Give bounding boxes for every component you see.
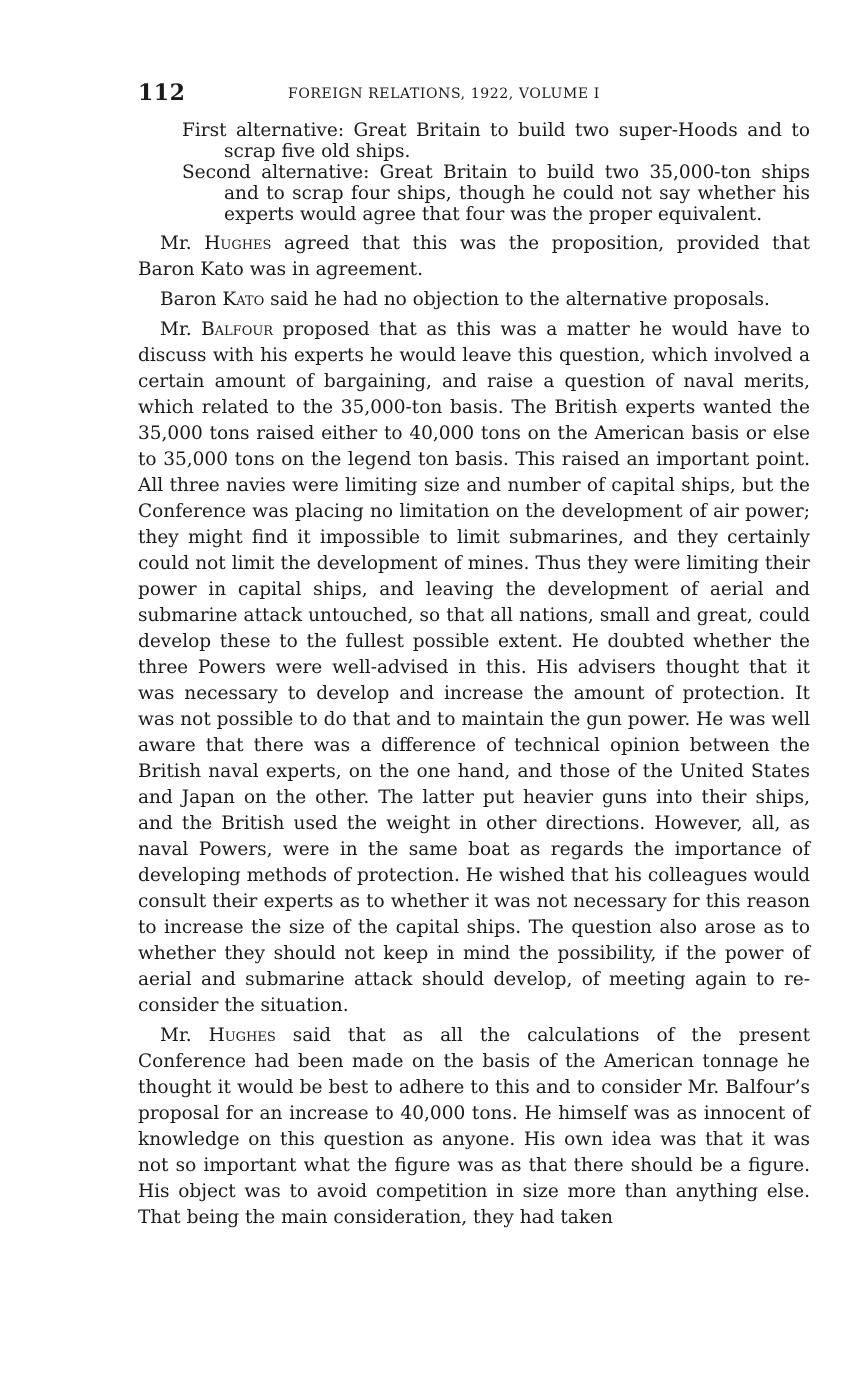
alternatives-list bbox=[182, 120, 810, 225]
page-number: 112 bbox=[138, 80, 186, 106]
paragraph-text: said that as all the calculations of the present Conference had been made on the basis of the American tonnage he thought it would be best to adhere to this and to consider Mr. Balfour’s proposal for an increase to 40,000 tons. He himself was as innocent of knowledge on this question as anyone. His own idea was that it was not so important what the figure was as that there should be a figure. His object was to avoid competition in size more than anything else. That being the main consideration, they had taken bbox=[138, 1025, 811, 1228]
alternative-text: Great Britain to build two 35,000-ton ships and to scrap four ships, though he could not say whether his experts would agree that four was the proper equivalent. bbox=[224, 162, 810, 225]
speaker-prefix: Baron bbox=[160, 289, 223, 310]
speaker-prefix: Mr. bbox=[160, 319, 202, 340]
alternative-item bbox=[182, 120, 810, 162]
document-page bbox=[138, 80, 810, 1231]
speaker-name: Hughes bbox=[204, 233, 272, 254]
speaker-name: Balfour bbox=[201, 319, 274, 340]
paragraph-text: proposed that as this was a matter he would have to discuss with his experts he would leave this question, which involved a certain amount of bargaining, and raise a question of naval merits, which related to the 35,000-ton basis. The British experts wanted the 35,000 tons raised either to 40,000 tons on the American basis or else to 35,000 tons on the legend ton basis. This raised an important point. All three navies were limiting size and number of capital ships, but the Conference was placing no limitation on the development of air power; they might find it impossible to limit submarines, and they certainly could not limit the development of mines. Thus they were limiting their power in capital ships, and leaving the development of aerial and submarine attack untouched, so that all nations, small and great, could develop these to the fullest possible extent. He doubted whether the three Powers were well-advised in this. His advisers thought that it was necessary to develop and increase the amount of protection. It was not possible to do that and to maintain the gun power. He was well aware that there was a difference of technical opinion between the British naval experts, on the one hand, and those of the United States and Japan on the other. The latter put heavier guns into their ships, and the British used the weight in other directions. However, all, as naval Powers, were in the same boat as regards the importance of developing methods of protection. He wished that his colleagues would consult their experts as to whether it was not necessary for this reason to increase the size of the capital ships. The question also arose as to whether they should not keep in mind the possibility, if the power of aerial and submarine attack should develop, of meeting again to re-consider the situation. bbox=[138, 319, 811, 1016]
alternative-text: Great Britain to build two super-Hoods and to scrap five old ships. bbox=[224, 120, 810, 162]
page-header bbox=[138, 80, 810, 110]
paragraph bbox=[138, 287, 810, 313]
alternative-label: Second alternative: bbox=[182, 162, 370, 183]
speaker-prefix: Mr. bbox=[160, 1025, 209, 1046]
paragraph-text: said he had no objection to the alternative proposals. bbox=[264, 289, 770, 310]
paragraph-text: agreed that this was the proposition, provided that Baron Kato was in agreement. bbox=[138, 233, 810, 280]
alternative-item bbox=[182, 162, 810, 225]
alternative-label: First alternative: bbox=[182, 120, 345, 141]
speaker-name: Hughes bbox=[208, 1025, 276, 1046]
running-title: FOREIGN RELATIONS, 1922, VOLUME I bbox=[288, 86, 600, 102]
paragraph bbox=[138, 231, 810, 283]
speaker-name: Kato bbox=[222, 289, 265, 310]
speaker-prefix: Mr. bbox=[160, 233, 205, 254]
paragraph bbox=[138, 1023, 810, 1231]
paragraph bbox=[138, 317, 810, 1019]
